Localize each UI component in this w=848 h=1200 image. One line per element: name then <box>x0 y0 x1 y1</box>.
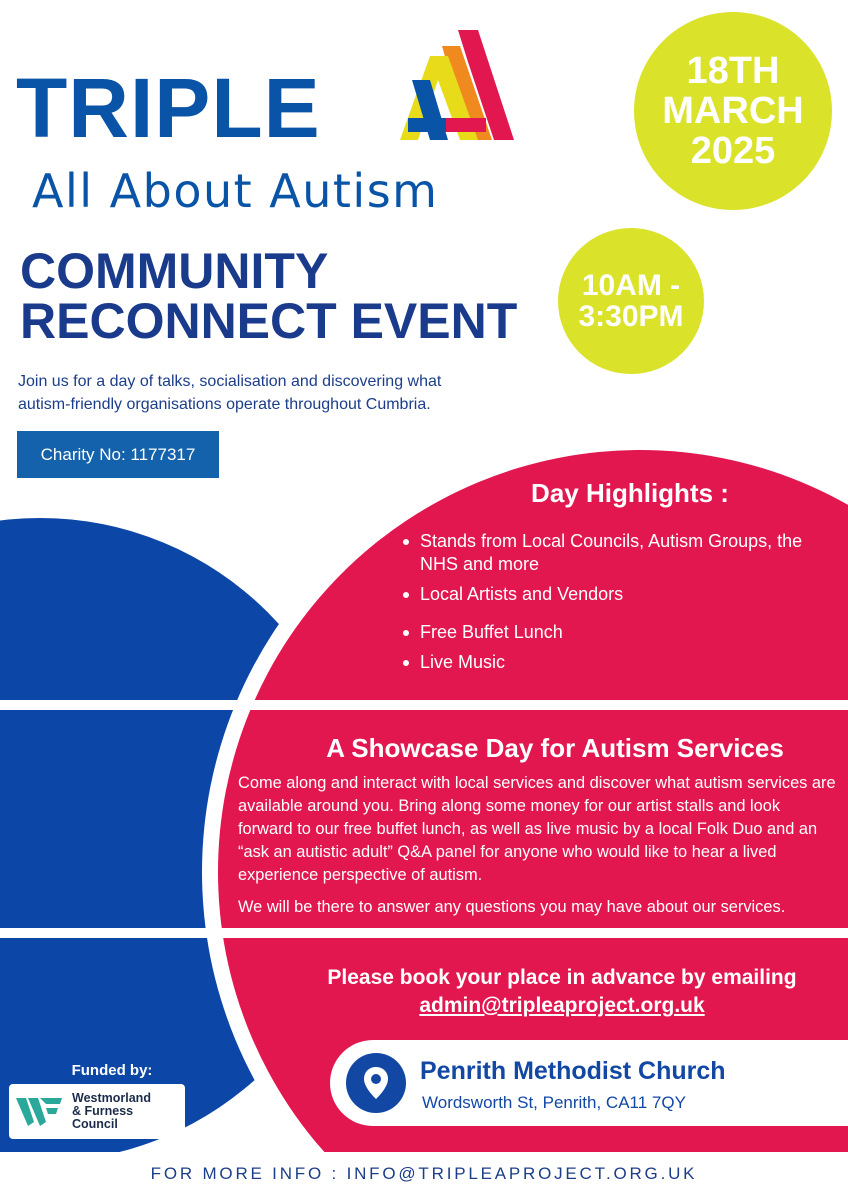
booking-email-link[interactable]: admin@tripleaproject.org.uk <box>419 994 705 1017</box>
list-item: Local Artists and Vendors <box>400 583 840 606</box>
westmorland-furness-logo-icon <box>14 1092 70 1132</box>
time-start: 10AM - <box>581 269 681 302</box>
highlights-heading: Day Highlights : <box>531 478 729 508</box>
venue-address: Wordsworth St, Penrith, CA11 7QY <box>422 1093 686 1112</box>
title-line-1: COMMUNITY <box>20 243 329 299</box>
funder-line-3: Council <box>72 1117 118 1131</box>
date-badge <box>634 12 832 210</box>
funder-name <box>72 1092 182 1131</box>
divider-band-2 <box>0 928 848 938</box>
venue-name: Penrith Methodist Church <box>420 1057 726 1085</box>
showcase-paragraph-2: We will be there to answer any questions you may have about our services. <box>238 898 786 916</box>
funded-by-label: Funded by: <box>71 1062 153 1079</box>
list-item: Free Buffet Lunch <box>400 621 840 644</box>
divider-band-1 <box>0 700 848 710</box>
list-item: Stands from Local Councils, Autism Groups, the NHS and more <box>400 530 840 576</box>
location-pin-icon <box>346 1053 406 1113</box>
logo-tagline: All About Autism <box>32 164 439 218</box>
funder-line-2: & Furness <box>72 1104 134 1118</box>
date-day: 18TH <box>686 50 780 92</box>
intro-text: Join us for a day of talks, socialisation and discovering what autism-friendly organisations operate throughout Cumbria. <box>18 373 442 413</box>
list-item: Live Music <box>400 651 840 674</box>
showcase-body <box>238 772 838 928</box>
funder-line-1: Westmorland <box>72 1091 151 1105</box>
footer-contact: FOR MORE INFO : INFO@TRIPLEAPROJECT.ORG.UK <box>150 1164 698 1183</box>
logo-wordmark: TRIPLE <box>16 61 321 155</box>
showcase-paragraph-1: Come along and interact with local services and discover what autism services are available around you. Bring along some money for our artist stalls and look forward to our free buffet lunch, as well as live music by a local Folk Duo and an “ask an autistic adult” Q&A panel for anyone who would like to hear a lived experience perspective of autism. <box>238 774 836 884</box>
date-year: 2025 <box>690 130 776 172</box>
date-month: MARCH <box>662 90 804 132</box>
event-title <box>20 243 560 349</box>
time-end: 3:30PM <box>578 300 684 333</box>
highlights-list <box>400 530 840 674</box>
charity-number-badge: Charity No: 1177317 <box>17 431 219 478</box>
booking-section <box>300 964 824 1020</box>
showcase-heading: A Showcase Day for Autism Services <box>326 733 784 763</box>
time-badge <box>558 228 704 374</box>
title-line-2: RECONNECT EVENT <box>20 293 518 349</box>
booking-text: Please book your place in advance by emailing <box>327 966 797 989</box>
logo-triple-a-icon <box>390 22 520 152</box>
